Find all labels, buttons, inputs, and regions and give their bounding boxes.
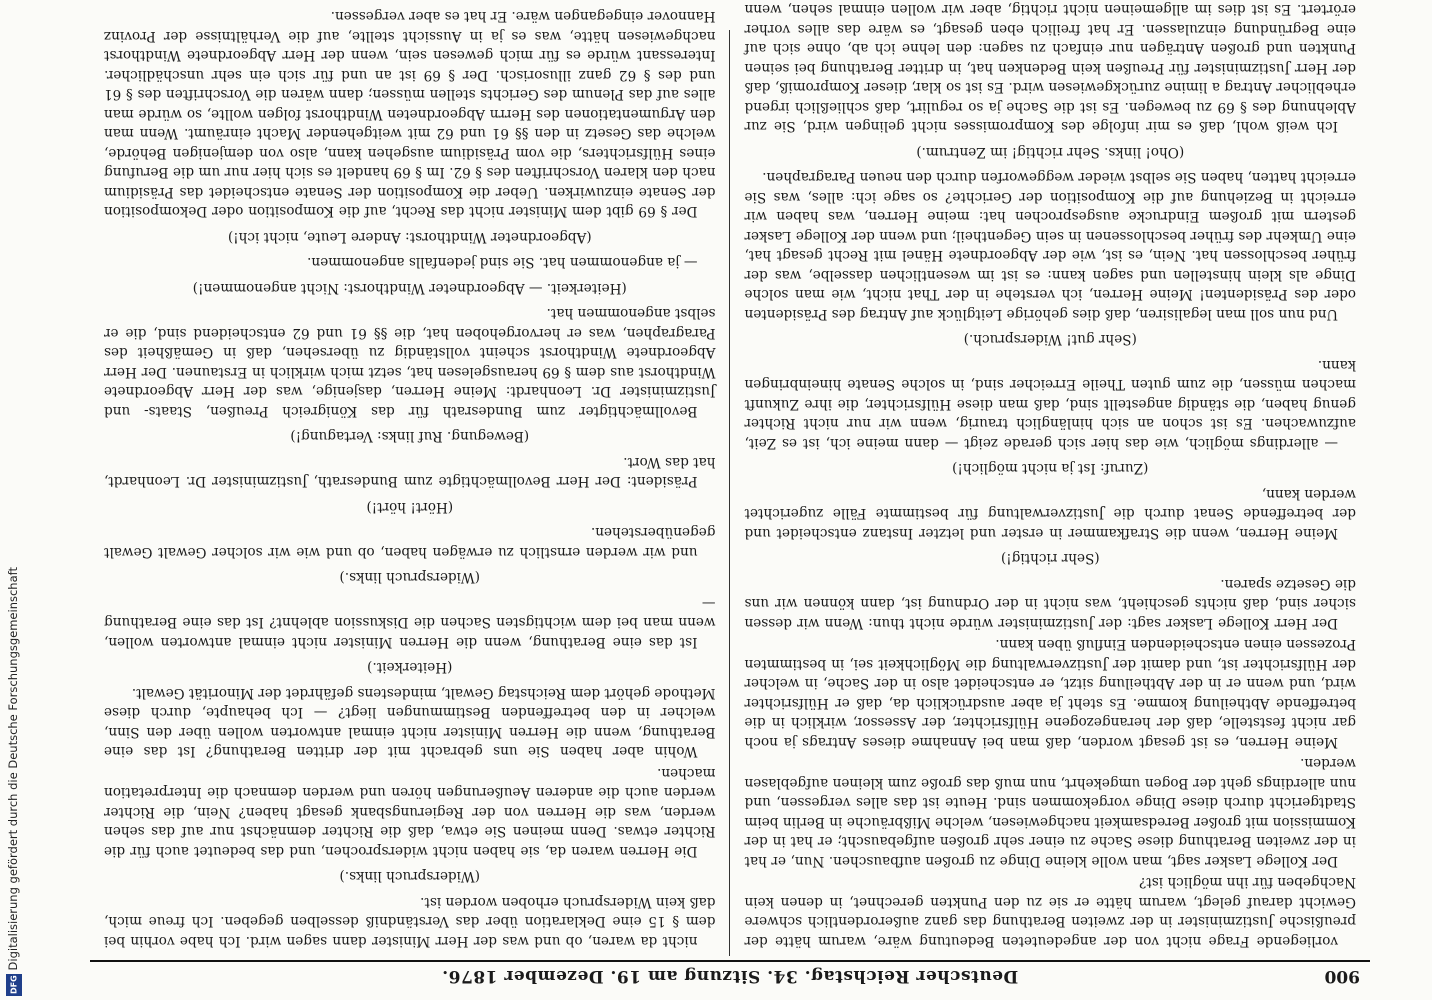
text-column-right <box>90 8 731 956</box>
paragraph: — allerdings möglich, wie das hier sich gerade zeigt — dann meine ich, ist es Zeit, aufzuwachen. Es ist schon an sich hinlänglich traurig, wenn wir nur nicht Richter genug haben, die ständig angestellt sind, daß man diese Hülfsrichter, die ihre Zukunft machen müssen, die zum guten Theile Erreicher sind, in solche Senate hineinbringen kann. <box>744 357 1356 451</box>
dfg-logo-icon: DFG <box>6 974 22 996</box>
interjection: (Zuruf: Ist ja nicht möglich!) <box>952 460 1149 477</box>
paragraph: nicht da waren, ob und was der Herr Minister dann sagen wird. Ich habe vorhin bei dem § 15 eine Deklaration über das Verständniß desselben gegeben. Ich freue mich, daß kein Widerspruch erhoben worden ist. <box>104 894 716 949</box>
paragraph: Bevollmächtigter zum Bundesrath für das Königreich Preußen, Staats- und Justizminister Dr. Leonhardt: Meine Herren, dasjenige, was der Herr Abgeordnete Windthorst aus dem § 69 herausgelesen hat, setzt mich wirklich in Erstaunen. Der Herr Abgeordnete Windthorst scheint vollständig zu übersehen, daß in Gemäßheit des Paragraphen, was er hervorgehoben hat, die §§ 61 und 62 entscheidend sind, die er selbst angenommen hat. <box>104 305 716 419</box>
paragraph: Der § 69 gibt dem Minister nicht das Recht, auf die Komposition oder Dekomposition der Senate einzuwirken. Ueber die Komposition der Senate entscheidet das Präsidium nach den klaren Vorschriften des § 62. Im § 69 handelt es sich hier nur um die Berufung eines Hülfsrichters, die vom Präsidium ausgehen kann, also von demjenigen Behörde, welche das Gesetz in den §§ 61 und 62 mit weitgehender Macht einräumt. Wenn man den Argumentationen des Herrn Abgeordneten Windthorst folgen wollte, so würde man alles auf das Plenum des Gerichts stellen müssen; dann wären die Vorschriften des § 61 und des § 62 ganz illusorisch. Der § 69 ist an und für sich ein sehr unschädlicher. Interessant würde es für mich gewesen sein, wenn der Herr Abgeordnete Windthorst nachgewiesen hätte, was es ja in Aussicht stellte, auf die Verhältnisse der Provinz Hannover eingegangen wäre. Er hat es aber vergessen. <box>104 8 716 220</box>
paragraph: Wohin aber haben Sie uns gebracht mit der dritten Berathung? Ist das eine Berathung, wenn die Herren Minister nicht einmal antworten wollen über den Sinn, welcher in den betreffenden Bestimmungen liegt? — Ich behaupte, durch diese Methode gehört dem Reichstag Gewalt, mindestens gefährdet der Minorität Gewalt. <box>104 685 716 760</box>
text-columns <box>90 1 1370 956</box>
paragraph: Der Kollege Lasker sagt, man wolle kleine Dinge zu großen aufbauschen. Nun, er hat in der zweiten Berathung diese Sache zu einer sehr großen aufgebauscht; er hat in der Kommission mit großer Beredsamkeit nachgewiesen, welche Mißbräuche in Berlin beim Stadtgericht durch diese Dinge vorgekommen sind. Heute ist das alles vergessen, und nun allerdings geht der Bogen umgekehrt, nun muß das große zum kleinen aufgeblasen werden. <box>744 755 1356 869</box>
interjection: (Sehr gut! Widerspruch.) <box>963 331 1137 348</box>
paragraph: Ich weiß wohl, daß es mir infolge des Kompromisses nicht gelingen wird, Sie zur Ablehnung des § 69 zu bewegen. Es ist die Sache ja so regulirt, daß schließlich irgend erheblicher Antrag a limine zurückgewiesen wird. Es ist so klar, dieser Kompromiß, daß der Herr Justizminister für Preußen kein Bedenken hat, in dritter Berathung bei seinen Punkten und großen Anträgen nur einfach zu sagen: den lehne ich ab, ohne sich auf eine Begründung einzulassen. Er hat freilich eben gesagt, es wäre das alles vorher erörtert. Es ist dies im allgemeinen nicht richtig, aber wir wollen einmal sehen, wenn <box>744 1 1356 135</box>
rotated-page-content <box>90 1 1370 990</box>
attribution-text: Digitalisierung gefördert durch die Deutsche Forschungsgemeinschaft <box>6 566 20 970</box>
paragraph: Und nun soll man legalisiren, daß dies gehörige Leitglück auf Antrag des Präsidenten oder des Präsidenten! Meine Herren, ich verstehe in der That nicht, wie man solche Dinge als klein hinstellen und sagen kann: es ist im wesentlichen dasselbe, was der früher beschlossen hat. Nein, es ist, wie der Abgeordnete Hänel mit Recht gesagt hat, eine Umkehr des früher beschlossenen in sein Gegentheil; und wenn der Kollege Lasker gestern mit großem Eindrucke ausgesprochen hat: meine Herren, was haben wir erreicht in Beziehung auf die Komposition der Gerichte? so sage ich: alles, was Sie erreicht hatten, haben Sie selbst wieder weggeworfen durch den neuen Paragraphen. <box>744 169 1356 322</box>
paragraph: Meine Herren, es ist gesagt worden, daß man bei Annahme dieses Antrags ja noch gar nicht feststelle, daß der herangezogene Hülfsrichter, der Assessor, wirklich in die betreffende Abtheilung komme. Es steht ja aber ausdrücklich da, daß er Hülfsrichter wird, und wenn er in der Abtheilung sitzt, er entscheidet also in der Sache, in welcher der Hülfsrichter ist, und damit der Justizverwaltung die Möglichkeit sei, in bestimmten Prozessen einen entscheidenden Einfluß üben kann. <box>744 636 1356 750</box>
paragraph: Die Herren waren da, sie haben nicht widersprochen, und das bedeutet auch für die Richter etwas. Denn meinen Sie etwa, daß die Richter demnächst nur auf das sehen werden, was die Herren von der Regierungsbank gesagt haben? Nein, die Richter werden auch die anderen Aeußerungen hören und werden demnach die Interpretation machen. <box>104 765 716 859</box>
text-column-left <box>731 1 1371 956</box>
attribution-strip <box>4 0 24 1000</box>
page-title: Deutscher Reichstag. 34. Sitzung am 19. Dezember 1876. <box>441 966 1019 986</box>
interjection: (Bewegung. Ruf links: Vertagung!) <box>290 428 530 445</box>
paragraph: Präsident: Der Herr Bevollmächtigte zum Bundesrath, Justizminister Dr. Leonhardt, hat das Wort. <box>104 454 716 490</box>
interjection: (Hört! hört!) <box>366 499 454 515</box>
interjection: (Heiterkeit. — Abgeordneter Windthorst: Nicht angenommen!) <box>192 280 627 296</box>
paragraph: Ist das eine Berathung, wenn die Herren Minister nicht einmal antworten wollen, wenn man bei dem wichtigsten Sachen die Diskussion ablehnt? Ist das eine Berathung — <box>104 595 716 650</box>
interjection: (Widerspruch links.) <box>339 868 481 885</box>
paragraph: Der Herr Kollege Lasker sagt: der Justizminister würde nicht thun: Wenn wir dessen sicher sind, daß nichts geschieht, was nicht in der Ordnung ist, dann können wir uns die Gesetze sparen. <box>744 576 1356 631</box>
page-header <box>90 960 1370 990</box>
interjection: (Abgeordneter Windthorst: Andere Leute, nicht ich!) <box>227 229 592 245</box>
paragraph: — ja angenommen hat. Sie sind jedenfalls angenommen. <box>307 254 698 271</box>
paragraph: vorliegende Frage nicht von der angedeuteten Bedeutung wäre, warum hätte der preußische Justizminister in der zweiten Berathung das ganz außerordentlich schwere Gewicht darauf gelegt, warum hätte er sie zu den Punkten gerechnet, in denen kein Nachgeben für ihn möglich ist? <box>744 874 1356 949</box>
paragraph: und wir werden ernstlich zu erwägen haben, ob und wie wir solcher Gewalt Gewalt gegenüberstehen. <box>104 524 716 560</box>
interjection: (Heiterkeit.) <box>367 659 453 676</box>
interjection: (Oho! links. Sehr richtig! im Zentrum.) <box>916 144 1185 160</box>
interjection: (Widerspruch links.) <box>339 569 481 586</box>
page-number: 900 <box>1324 966 1360 986</box>
paragraph: Meine Herren, wenn die Strafkammer in erster und letzter Instanz entscheidet und der betreffende Senat durch die Justizverwaltung für bestimmte Fälle zugerichtet werden kann, <box>744 486 1356 541</box>
interjection: (Sehr richtig!) <box>1000 550 1100 567</box>
